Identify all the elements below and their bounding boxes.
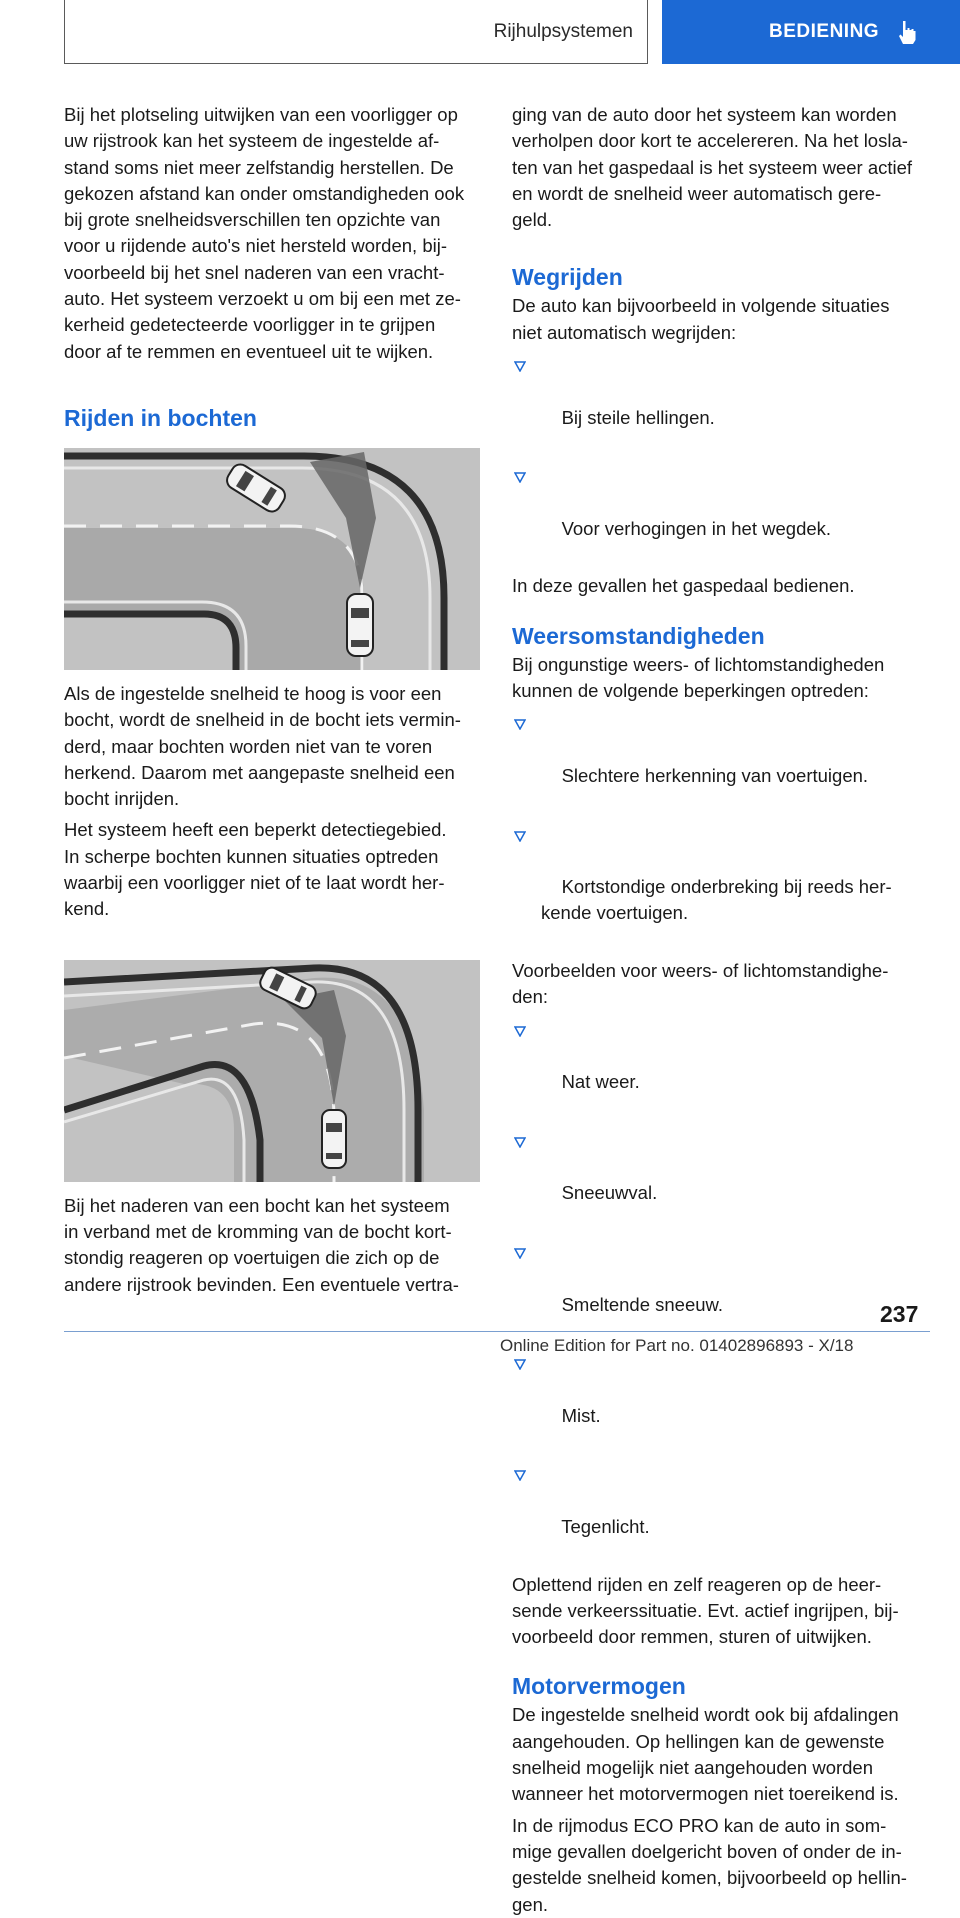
list-item: Kortstondige onderbreking bij reeds her- kende voertuigen. — [512, 822, 930, 953]
page-number: 237 — [880, 1301, 919, 1327]
header-section-box — [64, 0, 648, 64]
triangle-bullet-icon — [514, 831, 526, 842]
right-column — [512, 102, 930, 1918]
paragraph-curve-speed: Als de ingestelde snelheid te hoog is voor een bocht, wordt de snelheid in de bocht iets vermin- derd, maar bochten worden niet van te voren herkend. Daarom met aangepaste snelheid een bocht inrijden. — [64, 682, 461, 810]
footer-divider — [64, 1331, 930, 1332]
list-item: Slechtere herkenning van voertuigen. — [512, 710, 930, 815]
list-item: Tegenlicht. — [512, 1461, 930, 1566]
footer-edition: Online Edition for Part no. 01402896893 - X/18 — [500, 1336, 854, 1355]
list-item: Voor verhogingen in het wegdek. — [512, 463, 930, 568]
wegrijden-after: In deze gevallen het gaspedaal bedienen. — [512, 575, 855, 597]
triangle-bullet-icon — [514, 1026, 526, 1037]
wegrijden-intro: De auto kan bijvoorbeeld in volgende situaties niet automatisch wegrijden: — [512, 295, 890, 343]
intro-paragraph: Bij het plotseling uitwijken van een voorligger op uw rijstrook kan het systeem de ingestelde af- stand soms niet meer zelfstandig herstellen. De gekozen afstand kan onder omstandigheden ook bij grote snelheidsverschillen ten opzichte van voor u rijdende auto's niet hersteld worden, bij- voorbeeld bij het snel naderen van een vracht- auto. Het systeem verzoekt u om bij een met ze- kerheid gedetecteerde voorligger in te grijpen door af te remmen en eventueel uit te wijken. — [64, 104, 465, 362]
heading-wegrijden: Wegrijden — [512, 264, 623, 291]
heading-motorvermogen: Motorvermogen — [512, 1673, 686, 1700]
list-item: Nat weer. — [512, 1017, 930, 1122]
curve-diagram-2 — [64, 960, 480, 1182]
header-section-title: Rijhulpsystemen — [493, 20, 633, 42]
header-chapter-title: BEDIENING — [769, 21, 880, 42]
triangle-bullet-icon — [514, 361, 526, 372]
triangle-bullet-icon — [514, 1470, 526, 1481]
header-chapter-tab — [662, 0, 960, 64]
triangle-bullet-icon — [514, 719, 526, 730]
motor-paragraph-1: De ingestelde snelheid wordt ook bij afdalingen aangehouden. Op hellingen kan de gewenste snelheid mogelijk niet aangehouden worden wanneer het motorvermogen niet toereikend is. — [512, 1704, 899, 1805]
paragraph-detection-area: Het systeem heeft een beperkt detectiegebied. In scherpe bochten kunnen situaties optreden waarbij een voorligger niet of te laat wordt her- kend. — [64, 819, 447, 920]
heading-rijden-in-bochten: Rijden in bochten — [64, 404, 257, 431]
paragraph-lane-reaction: Bij het naderen van een bocht kan het systeem in verband met de kromming van de bocht kort- stondig reageren op voertuigen die zich op de andere rijstrook bevinden. Een eventuele vertra- — [64, 1194, 459, 1295]
left-column — [64, 102, 480, 1298]
motor-paragraph-2: In de rijmodus ECO PRO kan de auto in som- mige gevallen doelgericht boven of onder de in- gestelde snelheid komen, bijvoorbeeld op hellin- gen. — [512, 1814, 907, 1915]
list-item: Bij steile hellingen. — [512, 352, 930, 457]
list-item: Sneeuwval. — [512, 1128, 930, 1233]
triangle-bullet-icon — [514, 1248, 526, 1259]
paragraph-continuation: ging van de auto door het systeem kan worden verholpen door kort te accelereren. Na het losla- ten van het gaspedaal is het systeem weer actief en wordt de snelheid weer automatisch gere- geld. — [512, 104, 913, 231]
pointing-hand-icon — [897, 19, 919, 45]
heading-weersomstandigheden: Weersomstandigheden — [512, 622, 765, 649]
triangle-bullet-icon — [514, 472, 526, 483]
weers-intro: Bij ongunstige weers- of lichtomstandigheden kunnen de volgende beperkingen optreden: — [512, 653, 885, 702]
list-item: Smeltende sneeuw. — [512, 1239, 930, 1344]
curve-diagram-1 — [64, 448, 480, 670]
list-item: Mist. — [512, 1350, 930, 1455]
triangle-bullet-icon — [514, 1359, 526, 1370]
triangle-bullet-icon — [514, 1137, 526, 1148]
weers-after: Oplettend rijden en zelf reageren op de heer- sende verkeerssituatie. Evt. actief ingrijpen, bij- voorbeeld door remmen, sturen of uitwijken. — [512, 1573, 899, 1648]
weers-examples: Voorbeelden voor weers- of lichtomstandighe- den: — [512, 960, 889, 1008]
